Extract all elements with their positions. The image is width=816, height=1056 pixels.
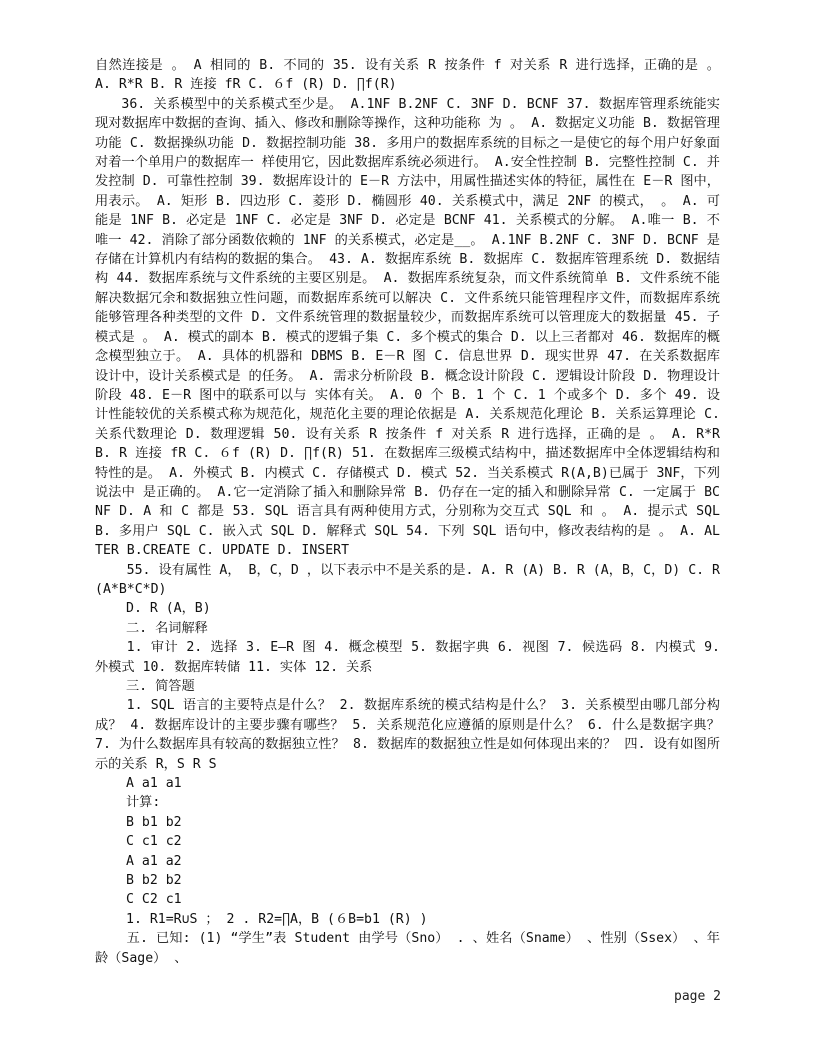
paragraph-q55: 55. 设有属性 A， B，C，D ，以下表示中不是关系的是. A. R (A) B. R (A，B，C，D) C. R (A*B*C*D) [95, 562, 720, 597]
relation-row: B b1 b2 [126, 814, 182, 830]
paragraph-questions: 1. SQL 语言的主要特点是什么？ 2. 数据库系统的模式结构是什么？ 3. 关系模型由哪几部分构成？ 4. 数据库设计的主要步骤有哪些？ 5. 关系规范化应遵循的原则是什么？ 6. 什么是数据字典？ 7. 为什么数据库具有较高的数据独立性？ 8. 数据库的数据独立性是如何体现出来的？ 四. 设有如图所示的关系 R，S R S [95, 698, 720, 772]
paragraph-terms: 1. 审计 2. 选择 3. E—R 图 4. 概念模型 5. 数据字典 6. 视图 7. 候选码 8. 内模式 9. 外模式 10. 数据库转储 11. 实体 12. 关系 [95, 640, 720, 675]
relation-row: A a1 a1 [126, 776, 182, 792]
paragraph-section-five: 五. 已知: (1) “学生”表 Student 由学号（Sno） . 、姓名（Sname） 、性别（Ssex） 、年龄（Sage） 、 [95, 931, 720, 966]
relation-row: C C2 c1 [126, 892, 182, 908]
document-page [95, 56, 720, 968]
relation-row: 计算: [126, 795, 161, 811]
q55-option-d: D. R (A，B) [126, 601, 211, 617]
paragraph-q36-54: 36. 关系模型中的关系模式至少是。 A.1NF B.2NF C. 3NF D. BCNF 37. 数据库管理系统能实现对数据库中数据的查询、插入、修改和删除等操作，这种功能称 为 。 A. 数据定义功能 B. 数据管理功能 C. 数据操纵功能 D. 数据控制功能 38. 多用户的数据库系统的目标之一是使它的每个用户好象面对着一个单用户的数据库一 样使用它，因此数据库系统必须进行。 A.安全性控制 B. 完整性控制 C. 并发控制 D. 可靠性控制 39. 数据库设计的 E－R 方法中，用属性描述实体的特征，属性在 E－R 图中，用表示。 A. 矩形 B. 四边形 C. 菱形 D. 椭圆形 40. 关系模式中，满足 2NF 的模式， 。 A. 可能是 1NF B. 必定是 1NF C. 必定是 3NF D. 必定是 BCNF 41. 关系模式的分解。 A.唯一 B. 不唯一 42. 消除了部分函数依赖的 1NF 的关系模式，必定是__。 A.1NF B.2NF C. 3NF D. BCNF 是存储在计算机内有结构的数据的集合。 43. A. 数据库系统 B. 数据库 C. 数据库管理系统 D. 数据结构 44. 数据库系统与文件系统的主要区别是。 A. 数据库系统复杂，而文件系统简单 B. 文件系统不能解决数据冗余和数据独立性问题，而数据库系统可以解决 C. 文件系统只能管理程序文件，而数据库系统能够管理各种类型的文件 D. 文件系统管理的数据量较少，而数据库系统可以管理庞大的数据量 45. 子模式是 。 A. 模式的副本 B. 模式的逻辑子集 C. 多个模式的集合 D. 以上三者都对 46. 数据库的概念模型独立于。 A. 具体的机器和 DBMS B. E－R 图 C. 信息世界 D. 现实世界 47. 在关系数据库设计中，设计关系模式是 的任务。 A. 需求分析阶段 B. 概念设计阶段 C. 逻辑设计阶段 D. 物理设计阶段 48. E－R 图中的联系可以与 实体有关。 A. 0 个 B. 1 个 C. 1 个或多个 D. 多个 49. 设计性能较优的关系模式称为规范化，规范化主要的理论依据是 A. 关系规范化理论 B. 关系运算理论 C. 关系代数理论 D. 数理逻辑 50. 设有关系 R 按条件 f 对关系 R 进行选择，正确的是 。 A. R*R B. R 连接 fR C. ６f (R) D. ∏f(R) 51. 在数据库三级模式结构中，描述数据库中全体逻辑结构和特性的是。 A. 外模式 B. 内模式 C. 存储模式 D. 模式 52. 当关系模式 R(A,B)已属于 3NF，下列说法中 是正确的。 A.它一定消除了插入和删除异常 B. 仍存在一定的插入和删除异常 C. 一定属于 BCNF D. A 和 C 都是 53. SQL 语言具有两种使用方式，分别称为交互式 SQL 和 。 A. 提示式 SQL B. 多用户 SQL C. 嵌入式 SQL D. 解释式 SQL 54. 下列 SQL 语句中，修改表结构的是 。 A. ALTER B.CREATE C. UPDATE D. INSERT [95, 96, 720, 559]
section-two-heading: 二. 名词解释 [126, 620, 208, 636]
relation-table [95, 774, 720, 910]
page-number: page 2 [674, 989, 721, 1004]
section-three-heading: 三. 简答题 [126, 679, 195, 694]
relation-row: B b2 b2 [126, 873, 182, 889]
paragraph-q34-35: 自然连接是 。 A 相同的 B. 不同的 35. 设有关系 R 按条件 f 对关系 R 进行选择，正确的是 。 A. R*R B. R 连接 fR C. ６f (R) D. ∏f(R) [95, 58, 720, 93]
compute-line: 1. R1=R∪S ； 2 . R2=∏A，B (６B=b1 (R) ) [126, 911, 428, 927]
relation-row: A a1 a2 [126, 853, 182, 869]
relation-row: C c1 c2 [126, 834, 182, 850]
